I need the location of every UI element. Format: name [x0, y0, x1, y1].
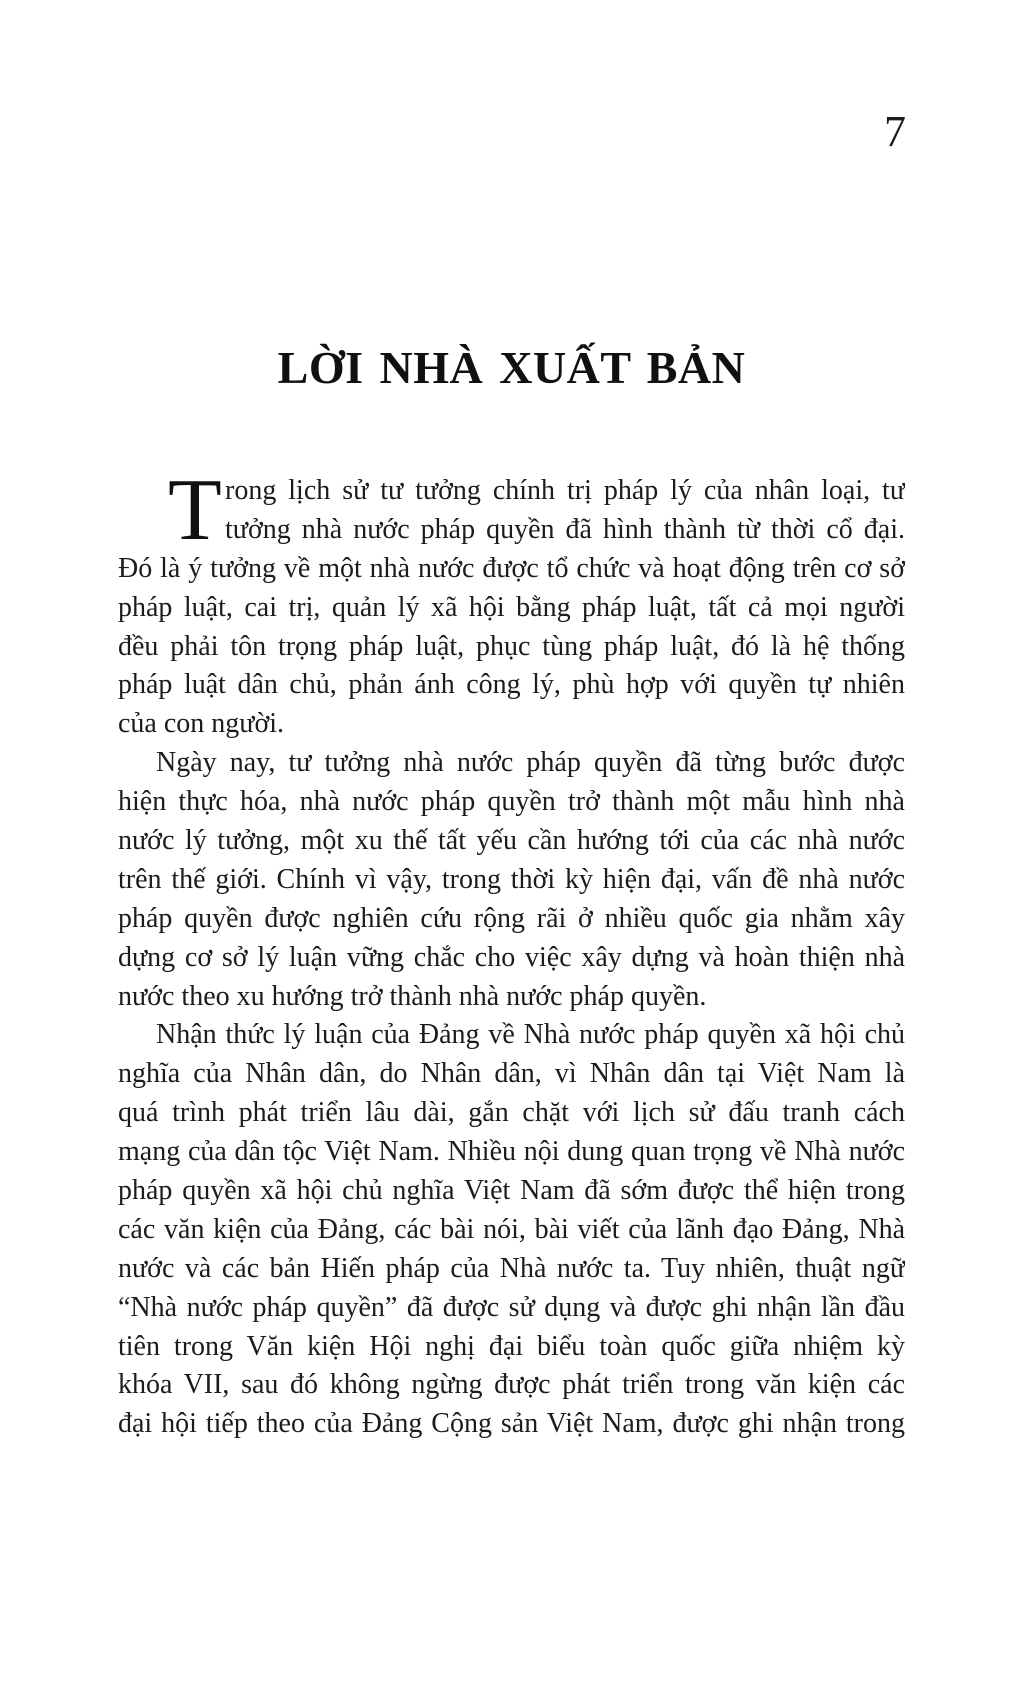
text-line: Đó là ý tưởng về một nhà nước được tổ chức và hoạt động trên cơ sở — [118, 552, 905, 584]
text-line: tiên trong Văn kiện Hội nghị đại biểu toàn quốc giữa nhiệm kỳ — [118, 1330, 905, 1362]
text-line: trên thế giới. Chính vì vậy, trong thời kỳ hiện đại, vấn đề nhà nước — [118, 863, 905, 895]
text-line: pháp luật dân chủ, phản ánh công lý, phù hợp với quyền tự nhiên — [118, 669, 905, 701]
text-line: khóa VII, sau đó không ngừng được phát triển trong văn kiện các — [118, 1369, 905, 1401]
drop-cap-letter: T — [168, 462, 222, 559]
page-number: 7 — [884, 107, 906, 156]
text-line: dựng cơ sở lý luận vững chắc cho việc xây dựng và hoàn thiện nhà — [118, 941, 905, 973]
text-line: nước theo xu hướng trở thành nhà nước pháp quyền. — [118, 980, 707, 1012]
paragraph-2 — [118, 744, 905, 1016]
paragraph-3 — [118, 1016, 905, 1444]
text-line: pháp quyền xã hội chủ nghĩa Việt Nam đã sớm được thể hiện trong — [118, 1175, 905, 1207]
text-line: của con người. — [118, 708, 285, 740]
text-line: pháp luật, cai trị, quản lý xã hội bằng pháp luật, tất cả mọi người — [118, 591, 905, 623]
body-text — [118, 462, 905, 1444]
text-line: nghĩa của Nhân dân, do Nhân dân, vì Nhân dân tại Việt Nam là — [118, 1058, 905, 1090]
text-line: hiện thực hóa, nhà nước pháp quyền trở thành một mẫu hình nhà — [118, 786, 905, 818]
text-line: đại hội tiếp theo của Đảng Cộng sản Việt Nam, được ghi nhận trong — [118, 1408, 905, 1440]
text-line: quá trình phát triển lâu dài, gắn chặt với lịch sử đấu tranh cách — [118, 1097, 905, 1129]
text-line: các văn kiện của Đảng, các bài nói, bài viết của lãnh đạo Đảng, Nhà — [118, 1213, 905, 1245]
chapter-title: LỜI NHÀ XUẤT BẢN — [277, 342, 746, 393]
text-line: pháp quyền được nghiên cứu rộng rãi ở nhiều quốc gia nhằm xây — [118, 902, 905, 934]
text-line: rong lịch sử tư tưởng chính trị pháp lý của nhân loại, tư — [225, 475, 905, 506]
text-line: tưởng nhà nước pháp quyền đã hình thành từ thời cổ đại. — [225, 513, 905, 545]
paragraph-1 — [118, 462, 905, 744]
text-line: Nhận thức lý luận của Đảng về Nhà nước pháp quyền xã hội chủ — [156, 1019, 905, 1051]
text-line: Ngày nay, tư tưởng nhà nước pháp quyền đã từng bước được — [156, 747, 905, 779]
text-line: mạng của dân tộc Việt Nam. Nhiều nội dung quan trọng về Nhà nước — [118, 1136, 905, 1168]
text-line: nước lý tưởng, một xu thế tất yếu cần hướng tới của các nhà nước — [118, 825, 905, 857]
text-line: nước và các bản Hiến pháp của Nhà nước ta. Tuy nhiên, thuật ngữ — [118, 1252, 905, 1284]
text-line: đều phải tôn trọng pháp luật, phục tùng pháp luật, đó là hệ thống — [118, 630, 905, 662]
text-line: “Nhà nước pháp quyền” đã được sử dụng và được ghi nhận lần đầu — [118, 1291, 905, 1323]
